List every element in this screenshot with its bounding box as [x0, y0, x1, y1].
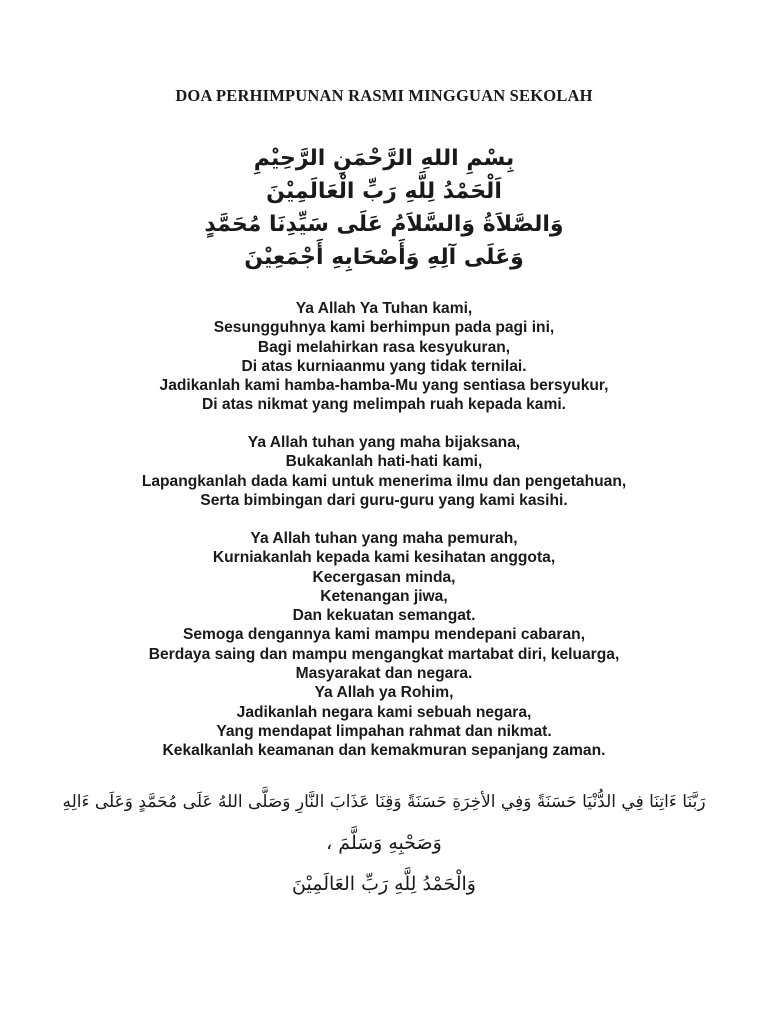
arabic-closing-line: وَصَحْبِهِ وَسَلَّمَ ،: [326, 832, 442, 854]
prayer-line: Ketenangan jiwa,: [320, 587, 448, 605]
prayer-line: Dan kekuatan semangat.: [292, 607, 476, 625]
document-title: DOA PERHIMPUNAN RASMI MINGGUAN SEKOLAH: [175, 86, 593, 105]
prayer-line: Sesungguhnya kami berhimpun pada pagi ini,: [213, 319, 555, 337]
prayer-line: Bukakanlah hati-hati kami,: [285, 453, 483, 471]
prayer-line: Lapangkanlah dada kami untuk menerima ilmu dan pengetahuan,: [141, 472, 627, 490]
prayer-line: Di atas nikmat yang melimpah ruah kepada kami.: [202, 396, 566, 414]
arabic-closing-line: رَبَّنَا ءَاتِنَا فِي الدُّنْيَا حَسَنَةً وَفِي الأخِرَةِ حَسَنَةً وَقِنَا عَذَابَ النَّارِ وَصَلَّى اللهُ عَلَى مُحَمَّدٍ وَعَلَى ءَالِهِ: [62, 792, 706, 812]
prayer-line: Ya Allah Ya Tuhan kami,: [295, 300, 473, 317]
arabic-opening-line: وَالصَّلاَةُ وَالسَّلاَمُ عَلَى سَيِّدِنَا مُحَمَّدٍ: [204, 212, 564, 237]
prayer-line: Kurniakanlah kepada kami kesihatan anggota,: [212, 549, 556, 567]
prayer-line: Yang mendapat limpahan rahmat dan nikmat.: [216, 722, 552, 740]
prayer-line: Di atas kurniaanmu yang tidak ternilai.: [241, 357, 527, 375]
arabic-closing: [60, 782, 708, 905]
prayer-line: Kekalkanlah keamanan dan kemakmuran sepanjang zaman.: [162, 742, 606, 760]
prayer-line: Serta bimbingan dari guru-guru yang kami kasihi.: [200, 491, 568, 509]
prayer-stanza-1: [0, 299, 768, 415]
prayer-line: Bagi melahirkan rasa kesyukuran,: [257, 338, 511, 356]
arabic-opening-line: اَلْحَمْدُ لِلَّهِ رَبِّ الْعَالَمِيْنَ: [266, 179, 502, 204]
prayer-line: Jadikanlah negara kami sebuah negara,: [236, 703, 532, 721]
arabic-opening-line: وَعَلَى آلِهِ وَأَصْحَابِهِ أَجْمَعِيْنَ: [244, 245, 524, 270]
prayer-line: Kecergasan minda,: [312, 568, 456, 586]
prayer-line: Ya Allah ya Rohim,: [314, 684, 454, 702]
arabic-opening: [0, 142, 768, 274]
prayer-line: Berdaya saing dan mampu mengangkat martabat diri, keluarga,: [148, 645, 620, 663]
prayer-line: Ya Allah tuhan yang maha pemurah,: [250, 530, 518, 547]
prayer-stanza-2: [0, 433, 768, 510]
prayer-line: Jadikanlah kami hamba-hamba-Mu yang sentiasa bersyukur,: [159, 377, 609, 395]
prayer-line: Ya Allah tuhan yang maha bijaksana,: [247, 434, 521, 451]
arabic-opening-line: بِسْمِ اللهِ الرَّحْمَنِ الرَّحِيْمِ: [253, 146, 515, 171]
prayer-line: Semoga dengannya kami mampu mendepani cabaran,: [182, 626, 586, 644]
arabic-closing-line: وَالْحَمْدُ لِلَّهِ رَبِّ العَالَمِيْنَ: [292, 873, 476, 895]
prayer-line: Masyarakat dan negara.: [295, 665, 473, 683]
prayer-stanza-3: [0, 529, 768, 761]
